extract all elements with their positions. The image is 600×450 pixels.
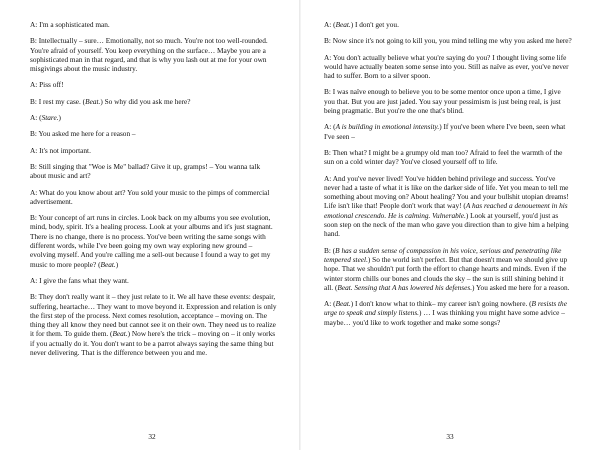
stage-direction: A is building in emotional intensity.	[335, 122, 440, 132]
dialogue-paragraph	[30, 113, 278, 122]
dialogue-paragraph	[324, 36, 572, 45]
left-page-text	[30, 20, 278, 357]
right-page-text	[324, 20, 572, 327]
dialogue-text: B: Then what? I might be a grumpy old man too? Afraid to feel the warmth of the sun on a cold winter day? You've closed yourself off to life.	[324, 147, 563, 167]
dialogue-text: B: Now since it's not going to kill you, you mind telling me why you asked me here?	[324, 36, 572, 46]
stage-direction: Beat. Sensing that A has lowered his defenses.	[337, 282, 473, 292]
dialogue-paragraph	[30, 162, 278, 181]
dialogue-paragraph	[30, 20, 278, 29]
dialogue-text: A: I give the fans what they want.	[30, 275, 129, 285]
dialogue-paragraph	[324, 174, 572, 239]
dialogue-paragraph	[324, 87, 572, 115]
stage-direction: Beat.	[335, 299, 351, 309]
dialogue-text: B: You asked me here for a reason –	[30, 129, 136, 139]
dialogue-text: ) I don't get you.	[350, 20, 399, 29]
dialogue-text: ) If you've been where I've been, seen what I've seen –	[324, 122, 566, 141]
dialogue-paragraph	[30, 213, 278, 269]
dialogue-text: A: You don't actually believe what you're saying do you? I thought living some life would have actually beaten some sense into you. Still as naïve as ever, you've never had to suffer. Born to a silver spoon.	[324, 52, 569, 81]
stage-direction: B has a sudden sense of compassion in his voice, serious and penetrating like tempered steel.	[324, 245, 562, 264]
dialogue-paragraph	[30, 129, 278, 138]
stage-direction: Beat.	[112, 329, 128, 339]
dialogue-text: A: (	[30, 113, 42, 123]
dialogue-text: B: I rest my case. (	[30, 96, 86, 106]
dialogue-paragraph	[324, 20, 572, 29]
dialogue-paragraph	[324, 53, 572, 81]
dialogue-text: A: It's not important.	[30, 145, 91, 155]
dialogue-paragraph	[30, 146, 278, 155]
dialogue-text: ) You asked me here for a reason.	[472, 282, 570, 292]
dialogue-text: B: Your concept of art runs in circles. Look back on my albums you see evolution, mind, body, spirit. It's a healing process. Look at your albums and it's just stagnant. There is no change, there is no process. You've been writing the same songs with different words, while I've been going my own way exploring new ground – evolving myself. And you're calling me a sell-out because I found a way to get my music to more people? (	[30, 213, 273, 269]
right-page	[300, 0, 600, 450]
dialogue-paragraph	[324, 148, 572, 167]
stage-direction: Beat.	[85, 96, 101, 106]
stage-direction: B resists the urge to speak and simply listens.	[324, 299, 567, 318]
dialogue-text: ) I don't know what to think– my career isn't going nowhere. (	[350, 299, 532, 309]
dialogue-text: B: Intellectually – sure… Emotionally, not so much. You're not too well-rounded. You're afraid of yourself. You keep everything on the surface… Maybe you are a sophisticated man in that regard, and that is why you lash out at me for your own misgivings about the music industry.	[30, 36, 268, 74]
dialogue-text: A: And you've never lived! You've hidden behind privilege and success. You've never had a taste of what it is like on the darker side of life. Yet you mean to tell me something about moving on? About healing? You and your bullshit utopian dreams! Life isn't like that! People don't work that way! (	[324, 173, 569, 211]
dialogue-text: ) Look at yourself, you'd just as soon step on the neck of the man who gave you direction than to give him a helping hand.	[324, 210, 569, 239]
dialogue-paragraph	[324, 299, 572, 327]
stage-direction: Beat.	[335, 20, 351, 29]
dialogue-text: B: (	[324, 245, 336, 255]
stage-direction: A has reached a denouement in his emotional crescendo. He is calming. Vulnerable.	[324, 201, 568, 220]
dialogue-text: A: I'm a sophisticated man.	[30, 20, 110, 29]
page-number-right: 33	[446, 432, 454, 441]
dialogue-text: )	[58, 113, 61, 123]
dialogue-paragraph	[324, 122, 572, 141]
dialogue-paragraph	[324, 246, 572, 292]
dialogue-paragraph	[30, 188, 278, 207]
dialogue-text: B: They don't really want it – they just relate to it. We all have these events: despair, suffering, heartache… They want to move beyond it. Expression and relation is only the first step of the process. Next comes resolution, acceptance – moving on. The thing they all know they need but cannot see it on their own. They need us to realize it for them. To guide them. (	[30, 292, 277, 339]
stage-direction: Beat.	[100, 259, 116, 269]
dialogue-text: )	[115, 259, 119, 269]
dialogue-paragraph	[30, 80, 278, 89]
stage-direction: Stare.	[41, 113, 59, 123]
dialogue-text: A: (	[324, 20, 336, 29]
dialogue-text: ) Now here's the trick – moving on – it only works if you actually do it. You don't want to be a parrot always saying the same thing but never delivering. That is the difference between you and me.	[30, 329, 276, 358]
dialogue-text: ) So the world isn't perfect. But that doesn't mean we should give up hope. That we shouldn't put forth the effort to change hearts and minds. Even if the winter storm chills our bones and clouds the sky – the sun is still shining behind it all. (	[324, 254, 568, 292]
dialogue-text: ) … I was thinking you might have some advice – maybe… you'd like to work together and make some songs?	[324, 308, 565, 327]
dialogue-paragraph	[30, 97, 278, 106]
page-number-left: 32	[148, 432, 156, 441]
dialogue-text: A: What do you know about art? You sold your music to the pimps of commercial advertisement.	[30, 187, 270, 206]
dialogue-text: ) So why did you ask me here?	[100, 96, 191, 106]
dialogue-text: B: Still singing that "Woe is Me" ballad? Give it up, gramps! – You wanna talk about music and art?	[30, 161, 261, 181]
dialogue-paragraph	[30, 36, 278, 73]
dialogue-text: A: (	[324, 299, 336, 309]
dialogue-text: A: (	[324, 122, 336, 132]
dialogue-paragraph	[30, 276, 278, 285]
dialogue-text: B: I was naïve enough to believe you to be some mentor once upon a time, I give you that. But you are just jaded. You say your pessimism is just being real, is just being pragmatic. But you're the one that's blind.	[324, 87, 561, 116]
dialogue-text: A: Piss off!	[30, 80, 64, 90]
dialogue-paragraph	[30, 292, 278, 357]
